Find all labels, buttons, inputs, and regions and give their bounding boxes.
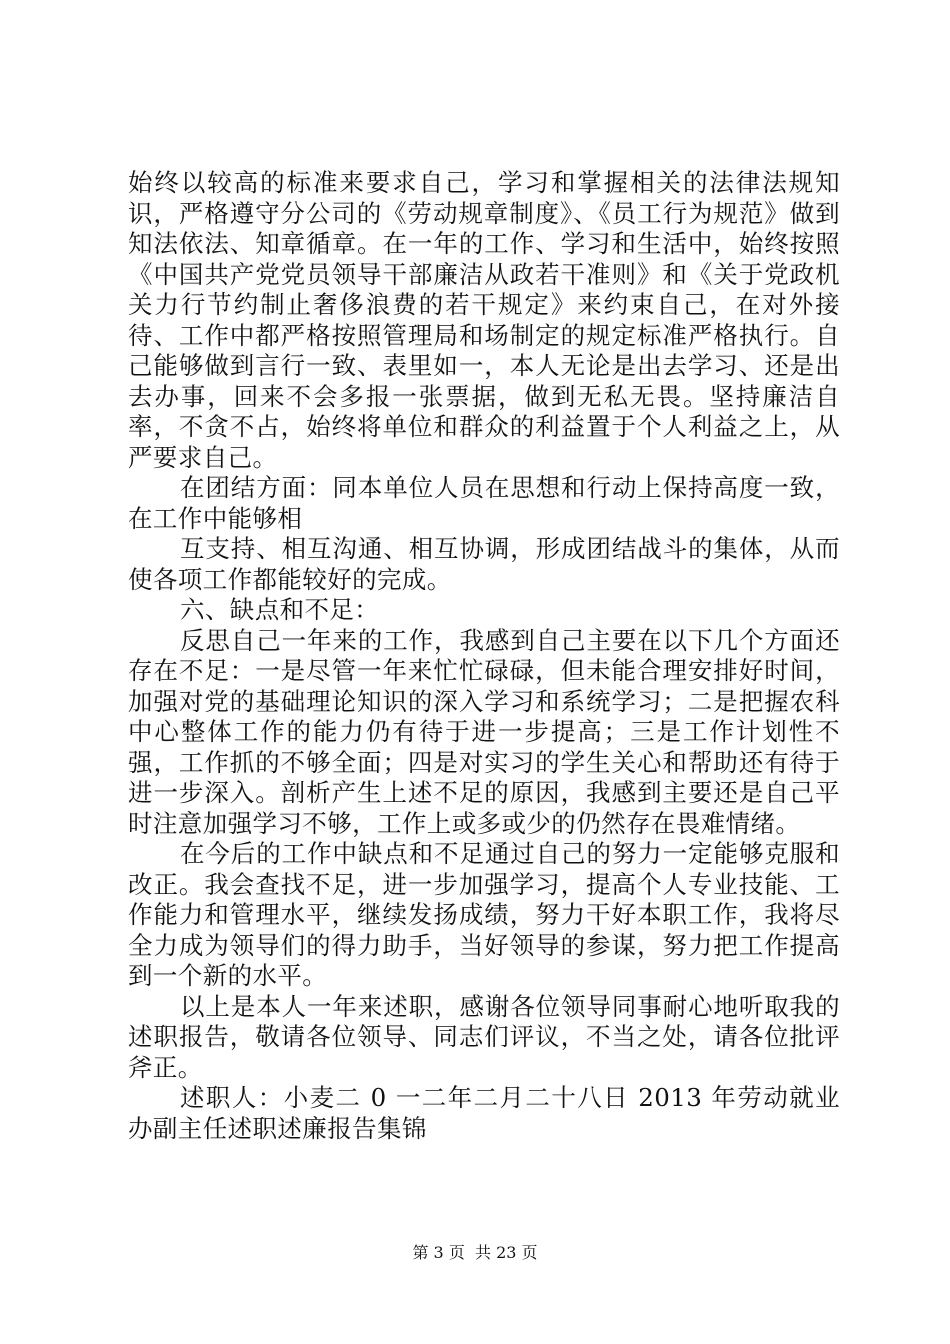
paragraph-unity-continued: 互支持、相互沟通、相互协调，形成团结战斗的集体，从而使各项工作都能较好的完成。	[128, 534, 840, 594]
paragraph-closing: 以上是本人一年来述职，感谢各位领导同事耐心地听取我的述职报告，敬请各位领导、同志们评议，不当之处，请各位批评斧正。	[128, 991, 840, 1082]
paragraph-shortcomings: 反思自己一年来的工作，我感到自己主要在以下几个方面还存在不足：一是尽管一年来忙忙碌碌，但未能合理安排好时间，加强对党的基础理论知识的深入学习和系统学习；二是把握农科中心整体工作的能力仍有待于进一步提高；三是工作计划性不强，工作抓的不够全面；四是对实习的学生关心和帮助还有待于进一步深入。剖析产生上述不足的原因，我感到主要还是自己平时注意加强学习不够，工作上或多或少的仍然存在畏难情绪。	[128, 625, 840, 838]
paragraph-integrity: 始终以较高的标准来要求自己，学习和掌握相关的法律法规知识，严格遵守分公司的《劳动规章制度》、《员工行为规范》做到知法依法、知章循章。在一年的工作、学习和生活中，始终按照《中国共产党党员领导干部廉洁从政若干准则》和《关于党政机关力行节约制止奢侈浪费的若干规定》来约束自己，在对外接待、工作中都严格按照管理局和场制定的规定标准严格执行。自己能够做到言行一致、表里如一，本人无论是出去学习、还是出去办事，回来不会多报一张票据，做到无私无畏。坚持廉洁自率，不贪不占，始终将单位和群众的利益置于个人利益之上，从严要求自己。	[128, 168, 840, 472]
page-number: 第 3 页 共 23 页	[412, 1243, 538, 1262]
page-footer	[0, 1243, 950, 1263]
section-heading-shortcomings: 六、缺点和不足：	[180, 595, 380, 624]
paragraph-improvement: 在今后的工作中缺点和不足通过自己的努力一定能够克服和改正。我会查找不足，进一步加强学习，提高个人专业技能、工作能力和管理水平，继续发扬成绩，努力干好本职工作，我将尽全力成为领导们的得力助手，当好领导的参谋，努力把工作提高到一个新的水平。	[128, 839, 840, 990]
paragraph-unity: 在团结方面：同本单位人员在思想和行动上保持高度一致，在工作中能够相	[128, 473, 840, 533]
document-body	[128, 168, 840, 1144]
paragraph-signature: 述职人：小麦二 0 一二年二月二十八日 2013 年劳动就业办副主任述职述廉报告集锦	[128, 1083, 840, 1143]
